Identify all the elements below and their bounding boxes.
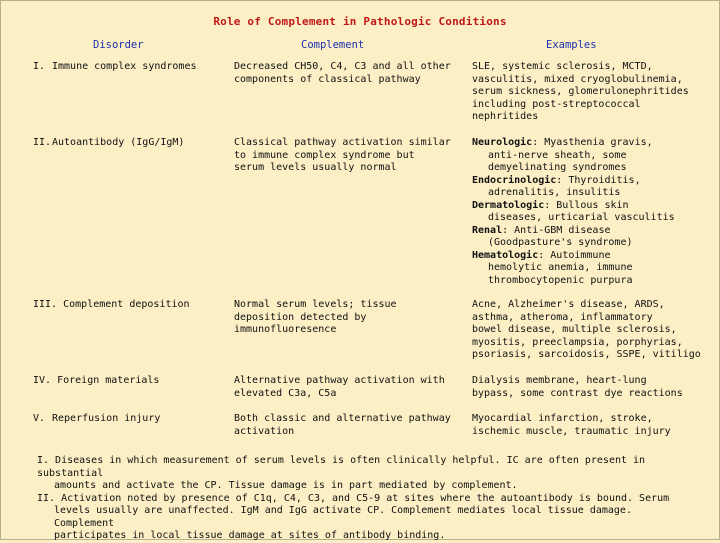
footnote-line: levels usually are unaffected. IgM and IgG activate CP. Complement mediates local tissue damage. Complement	[54, 505, 632, 529]
complement-cell	[234, 375, 459, 400]
examples-line: Endocrinologic: Thyroiditis,	[472, 174, 641, 186]
complement-cell	[234, 413, 459, 438]
examples-line: Acne, Alzheimer's disease, ARDS,	[472, 299, 665, 310]
examples-cell	[472, 299, 712, 362]
examples-line: hemolytic anemia, immune	[488, 262, 633, 273]
examples-line: Dermatologic: Bullous skin	[472, 199, 629, 211]
complement-line: Alternative pathway activation with	[234, 375, 445, 386]
category-label: Neurologic	[472, 137, 533, 148]
footnotes	[37, 455, 697, 543]
examples-line: (Goodpasture's syndrome)	[488, 237, 633, 248]
complement-line: components of classical pathway	[234, 73, 421, 85]
examples-line: vasculitis, mixed cryoglobulinemia,	[472, 73, 683, 85]
footnote-line: I. Diseases in which measurement of serum levels is often clinically helpful. IC are often present in substantial	[37, 455, 646, 479]
complement-line: Both classic and alternative pathway	[234, 413, 451, 424]
page-title: Role of Complement in Pathologic Conditions	[213, 15, 507, 28]
examples-line: serum sickness, glomerulonephritides	[472, 86, 689, 97]
disorder-cell: III. Complement deposition	[33, 299, 190, 310]
row-number: II.	[33, 137, 52, 148]
examples-line: thrombocytopenic purpura	[488, 274, 633, 286]
examples-cell	[472, 375, 712, 400]
examples-line: Hematologic: Autoimmune	[472, 249, 611, 261]
examples-cell	[472, 137, 712, 287]
footnote-line: amounts and activate the CP. Tissue damage is in part mediated by complement.	[54, 480, 518, 491]
complement-line: serum levels usually normal	[234, 162, 397, 173]
complement-line: immunofluoresence	[234, 324, 337, 335]
category-label: Hematologic	[472, 249, 539, 261]
complement-line: Decreased CH50, C4, C3 and all other	[234, 61, 451, 72]
examples-line: Neurologic: Myasthenia gravis,	[472, 137, 653, 148]
row-number: III.	[33, 299, 58, 310]
examples-line: nephritides	[472, 111, 539, 122]
examples-line: Myocardial infarction, stroke,	[472, 413, 653, 424]
header-disorder: Disorder	[93, 39, 144, 51]
examples-cell	[472, 61, 712, 124]
complement-cell	[234, 61, 459, 86]
complement-line: deposition detected by	[234, 311, 367, 323]
examples-cell	[472, 413, 712, 438]
footnote-line: II. Activation noted by presence of C1q, C4, C3, and C5-9 at sites where the autoantibody is bound. Serum	[37, 492, 670, 504]
complement-line: Normal serum levels; tissue	[234, 299, 397, 310]
category-label: Dermatologic	[472, 199, 545, 211]
complement-line: to immune complex syndrome but	[234, 149, 415, 161]
complement-cell	[234, 137, 459, 175]
examples-line: myositis, preeclampsia, porphyrias,	[472, 336, 683, 348]
header-complement: Complement	[301, 39, 365, 51]
complement-line: activation	[234, 425, 295, 437]
examples-line: ischemic muscle, traumatic injury	[472, 425, 671, 437]
examples-line: adrenalitis, insulitis	[488, 187, 621, 198]
examples-line: asthma, atheroma, inflammatory	[472, 311, 653, 323]
examples-line: including post-streptococcal	[472, 98, 641, 110]
examples-line: psoriasis, sarcoidosis, SSPE, vitiligo	[472, 349, 701, 360]
disorder-cell: Immune complex syndromes	[52, 61, 197, 72]
complement-line: Classical pathway activation similar	[234, 137, 451, 148]
examples-line: bowel disease, multiple sclerosis,	[472, 324, 677, 335]
header-examples: Examples	[546, 39, 597, 51]
complement-cell	[234, 299, 459, 337]
row-number: IV.	[33, 375, 52, 386]
category-label: Renal	[472, 224, 503, 236]
category-label: Endocrinologic	[472, 174, 557, 186]
disorder-cell: Autoantibody (IgG/IgM)	[52, 137, 185, 148]
row-number: V.	[33, 413, 46, 424]
disorder-cell: Reperfusion injury	[52, 413, 161, 424]
examples-line: diseases, urticarial vasculitis	[488, 212, 675, 223]
examples-line: anti-nerve sheath, some	[488, 149, 627, 161]
examples-line: Dialysis membrane, heart-lung	[472, 375, 647, 386]
examples-line: bypass, some contrast dye reactions	[472, 387, 683, 399]
footnote-line: participates in local tissue damage at sites of antibody binding.	[54, 530, 446, 541]
examples-line: SLE, systemic sclerosis, MCTD,	[472, 61, 653, 72]
disorder-cell: IV. Foreign materials	[33, 375, 160, 386]
examples-line: Renal: Anti-GBM disease	[472, 224, 611, 236]
examples-line: demyelinating syndromes	[488, 162, 627, 173]
complement-line: elevated C3a, C5a	[234, 387, 337, 399]
row-number: I.	[33, 61, 46, 72]
